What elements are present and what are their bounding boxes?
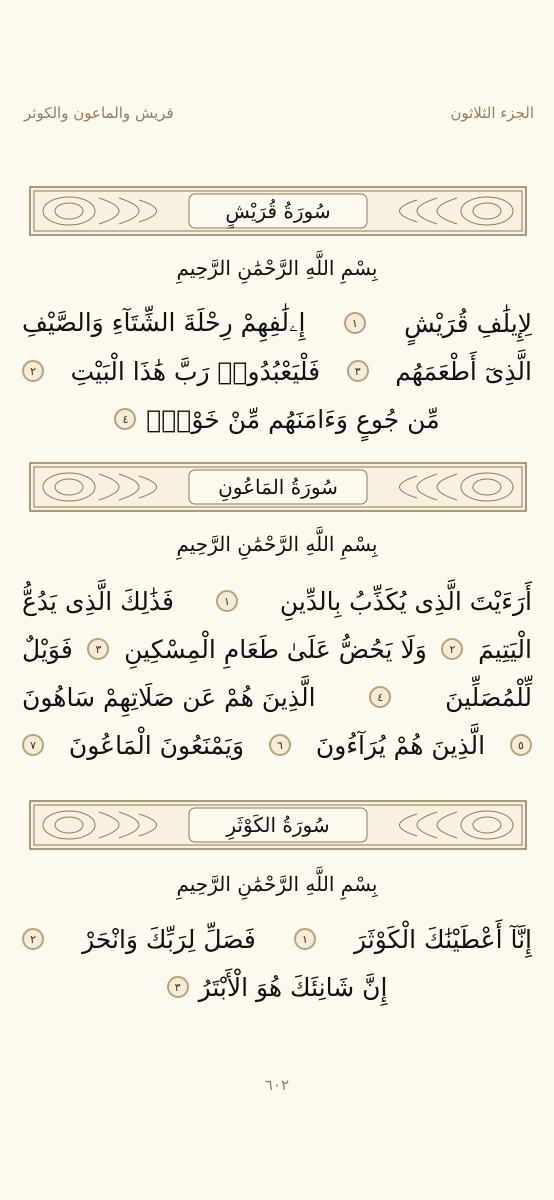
verse-line bbox=[22, 626, 532, 672]
verse-text: إِۦلَٰفِهِمْ رِحْلَةَ الشِّتَآءِ وَالصَّيْفِ bbox=[22, 308, 306, 337]
ayah-marker-icon: ٢ bbox=[22, 360, 44, 382]
surah-banner-kawthar bbox=[29, 800, 527, 850]
basmala: بِسْمِ اللَّهِ الرَّحْمَٰنِ الرَّحِيمِ bbox=[176, 532, 378, 556]
verse-text: الَّذِىٓ أَطْعَمَهُم bbox=[395, 356, 532, 386]
verse-line bbox=[0, 964, 554, 1010]
ayah-marker-icon: ٣ bbox=[87, 638, 109, 660]
juz-label: الجزء الثلاثون bbox=[450, 104, 534, 122]
verse-line bbox=[0, 396, 554, 442]
verse-text: الَّذِينَ هُمْ يُرَآءُونَ bbox=[315, 730, 486, 760]
ayah-marker-icon: ٤ bbox=[369, 686, 391, 708]
verse-text: الْيَتِيمَ bbox=[478, 634, 532, 664]
ayah-marker-icon: ٤ bbox=[114, 408, 136, 430]
ayah-marker-icon: ٣ bbox=[347, 360, 369, 382]
page-number: ٦٠٢ bbox=[264, 1076, 290, 1094]
basmala: بِسْمِ اللَّهِ الرَّحْمَٰنِ الرَّحِيمِ bbox=[176, 256, 378, 280]
verse-text: إِنَّ شَانِئَكَ هُوَ الْأَبْتَرُ bbox=[198, 972, 388, 1002]
verse-text: وَيَمْنَعُونَ الْمَاعُونَ bbox=[68, 730, 245, 760]
surah-banner-maun bbox=[29, 462, 527, 512]
verse-text: لِإِيلَٰفِ قُرَيْشٍ bbox=[404, 308, 532, 338]
surah-title: سُورَةُ قُرَيْشٍ bbox=[225, 199, 331, 223]
verse-line bbox=[22, 674, 532, 720]
verse-line bbox=[22, 300, 532, 346]
surah-names-label: قريش والماعون والكوثر bbox=[24, 104, 174, 122]
surah-title: سُورَةُ المَاعُونِ bbox=[218, 475, 338, 499]
surah-title: سُورَةُ الكَوْثَرِ bbox=[226, 813, 330, 837]
ayah-marker-icon: ١ bbox=[216, 590, 238, 612]
verse-text: مِّن جُوعٍ وَءَامَنَهُم مِّنْ خَوْفٍۭ bbox=[146, 404, 440, 434]
verse-text: إِنَّآ أَعْطَيْنَٰكَ الْكَوْثَرَ bbox=[354, 924, 532, 954]
verse-text: أَرَءَيْتَ الَّذِى يُكَذِّبُ بِالدِّينِ bbox=[279, 586, 532, 616]
basmala: بِسْمِ اللَّهِ الرَّحْمَٰنِ الرَّحِيمِ bbox=[176, 872, 378, 896]
verse-text: فَصَلِّ لِرَبِّكَ وَانْحَرْ bbox=[82, 924, 256, 954]
verse-text: وَلَا يَحُضُّ عَلَىٰ طَعَامِ الْمِسْكِينِ bbox=[124, 634, 427, 664]
ayah-marker-icon: ٢ bbox=[22, 928, 44, 950]
verse-text: فَوَيْلٌ bbox=[22, 634, 73, 664]
verse-line bbox=[22, 348, 532, 394]
ayah-marker-icon: ٣ bbox=[167, 976, 189, 998]
verse-text: فَذَٰلِكَ الَّذِى يَدُعُّ bbox=[22, 586, 174, 616]
verse-line bbox=[22, 916, 532, 962]
ayah-marker-icon: ٥ bbox=[510, 734, 532, 756]
verse-line bbox=[22, 578, 532, 624]
ayah-marker-icon: ٢ bbox=[441, 638, 463, 660]
ayah-marker-icon: ٧ bbox=[22, 734, 44, 756]
surah-banner-quraysh bbox=[29, 186, 527, 236]
ayah-marker-icon: ١ bbox=[344, 312, 366, 334]
verse-line bbox=[22, 722, 532, 768]
verse-text: الَّذِينَ هُمْ عَن صَلَاتِهِمْ سَاهُونَ bbox=[22, 682, 316, 712]
verse-text: لِّلْمُصَلِّينَ bbox=[445, 682, 532, 712]
ayah-marker-icon: ٦ bbox=[269, 734, 291, 756]
verse-text: فَلْيَعْبُدُوا۟ رَبَّ هَٰذَا الْبَيْتِ bbox=[70, 356, 321, 386]
ayah-marker-icon: ١ bbox=[294, 928, 316, 950]
